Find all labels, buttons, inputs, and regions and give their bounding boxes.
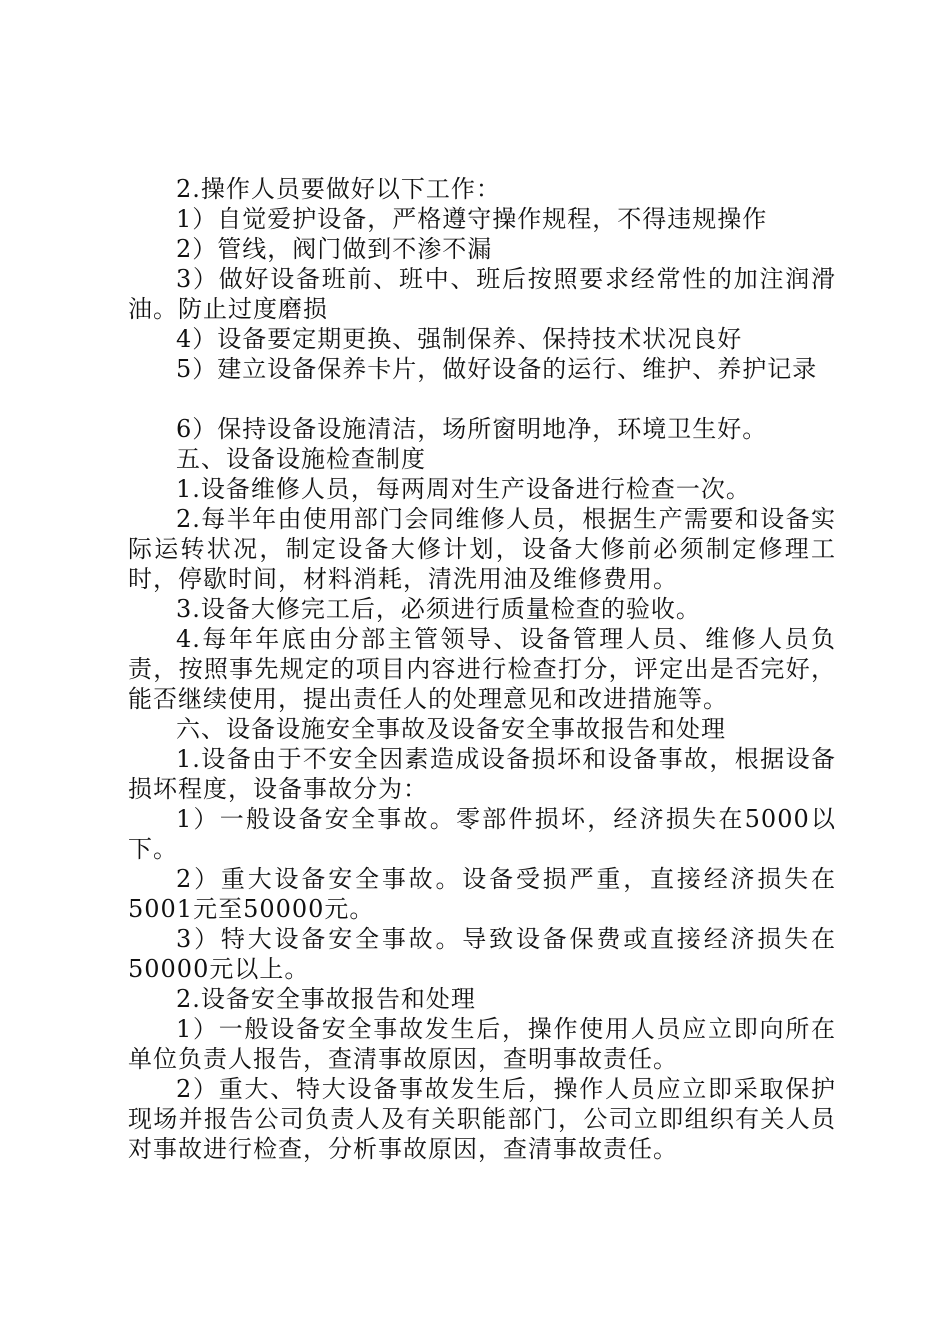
document-body [128, 174, 836, 1164]
paragraph-inspection-3: 3.设备大修完工后，必须进行质量检查的验收。 [176, 595, 701, 623]
paragraph-accident-major: 2）重大设备安全事故。设备受损严重，直接经济损失在5001元至50000元。 [128, 865, 836, 923]
paragraph-operator-duties: 2.操作人员要做好以下工作： [176, 175, 501, 203]
paragraph-item-5: 5）建立设备保养卡片，做好设备的运行、维护、养护记录 [176, 355, 818, 383]
paragraph-inspection-1: 1.设备维修人员，每两周对生产设备进行检查一次。 [176, 475, 751, 503]
paragraph-accident-report-heading: 2.设备安全事故报告和处理 [176, 985, 476, 1013]
paragraph-accident-general: 1）一般设备安全事故。零部件损坏，经济损失在5000以下。 [128, 805, 836, 863]
paragraph-report-general: 1）一般设备安全事故发生后，操作使用人员应立即向所在单位负责人报告，查清事故原因，查明事故责任。 [128, 1015, 836, 1073]
paragraph-inspection-2: 2.每半年由使用部门会同维修人员，根据生产需要和设备实际运转状况，制定设备大修计划，设备大修前必须制定修理工时，停歇时间，材料消耗，清洗用油及维修费用。 [128, 505, 836, 593]
section-heading-inspection: 五、设备设施检查制度 [176, 445, 426, 473]
paragraph-item-2: 2）管线，阀门做到不渗不漏 [176, 235, 493, 263]
paragraph-inspection-4: 4.每年年底由分部主管领导、设备管理人员、维修人员负责，按照事先规定的项目内容进行检查打分，评定出是否完好，能否继续使用，提出责任人的处理意见和改进措施等。 [128, 625, 836, 713]
paragraph-report-major: 2）重大、特大设备事故发生后，操作人员应立即采取保护现场并报告公司负责人及有关职能部门，公司立即组织有关人员对事故进行检查，分析事故原因，查清事故责任。 [128, 1075, 836, 1163]
paragraph-item-4: 4）设备要定期更换、强制保养、保持技术状况良好 [176, 325, 743, 353]
paragraph-accident-1: 1.设备由于不安全因素造成设备损坏和设备事故，根据设备损坏程度，设备事故分为： [128, 745, 836, 803]
paragraph-item-6: 6）保持设备设施清洁，场所窗明地净，环境卫生好。 [176, 415, 768, 443]
paragraph-accident-severe: 3）特大设备安全事故。导致设备保费或直接经济损失在50000元以上。 [128, 925, 836, 983]
blank-line [128, 384, 836, 414]
paragraph-item-1: 1）自觉爱护设备，严格遵守操作规程，不得违规操作 [176, 205, 768, 233]
paragraph-item-3: 3）做好设备班前、班中、班后按照要求经常性的加注润滑油。防止过度磨损 [128, 265, 836, 323]
section-heading-accidents: 六、设备设施安全事故及设备安全事故报告和处理 [176, 715, 726, 743]
